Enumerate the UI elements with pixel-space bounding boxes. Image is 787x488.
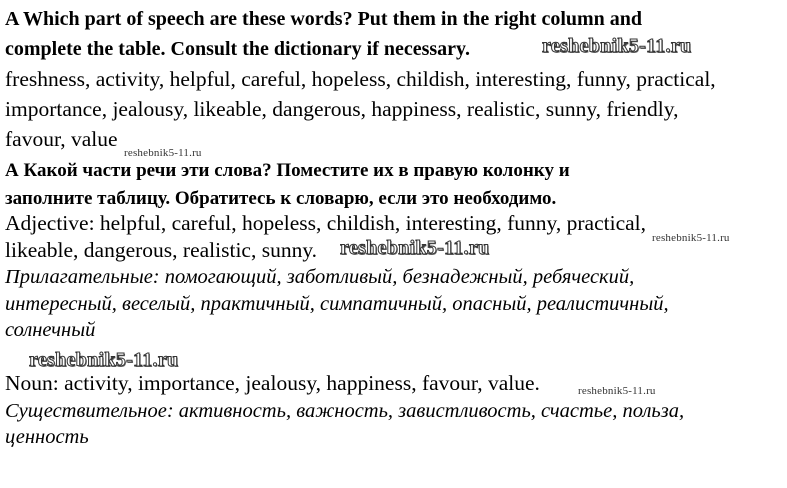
word-list-line1: freshness, activity, helpful, careful, hopeless, childish, interesting, funny, practical, (5, 67, 716, 91)
adjective-line1: Adjective: helpful, careful, hopeless, childish, interesting, funny, practical, (5, 211, 647, 235)
watermark-small: reshebnik5-11.ru (652, 232, 730, 244)
adjective-ru-line2: интересный, веселый, практичный, симпатичный, опасный, реалистичный, (5, 293, 669, 315)
task-heading-ru-line2: заполните таблицу. Обратитесь к словарю, если это необходимо. (5, 188, 557, 209)
watermark-large: reshebnik5-11.ru (542, 35, 692, 57)
noun-line1: Noun: activity, importance, jealousy, happiness, favour, value. (5, 371, 540, 395)
word-list-line2: importance, jealousy, likeable, dangerous, happiness, realistic, sunny, friendly, (5, 97, 679, 121)
task-heading-en-line2: complete the table. Consult the dictionary if necessary. (5, 38, 470, 60)
adjective-ru-line3: солнечный (5, 319, 96, 341)
adjective-line2: likeable, dangerous, realistic, sunny. (5, 238, 318, 262)
watermark-small: reshebnik5-11.ru (124, 147, 202, 159)
noun-ru-line1: Существительное: активность, важность, завистливость, счастье, польза, (5, 400, 685, 422)
adjective-ru-line1: Прилагательные: помогающий, заботливый, безнадежный, ребяческий, (5, 266, 635, 288)
task-heading-en-line1: A Which part of speech are these words? Put them in the right column and (5, 8, 643, 30)
watermark-large: reshebnik5-11.ru (29, 349, 179, 371)
task-heading-ru-line1: А Какой части речи эти слова? Поместите их в правую колонку и (5, 160, 570, 181)
watermark-large: reshebnik5-11.ru (340, 237, 490, 259)
word-list-line3: favour, value (5, 127, 118, 151)
noun-ru-line2: ценность (5, 426, 89, 448)
watermark-small: reshebnik5-11.ru (578, 385, 656, 397)
